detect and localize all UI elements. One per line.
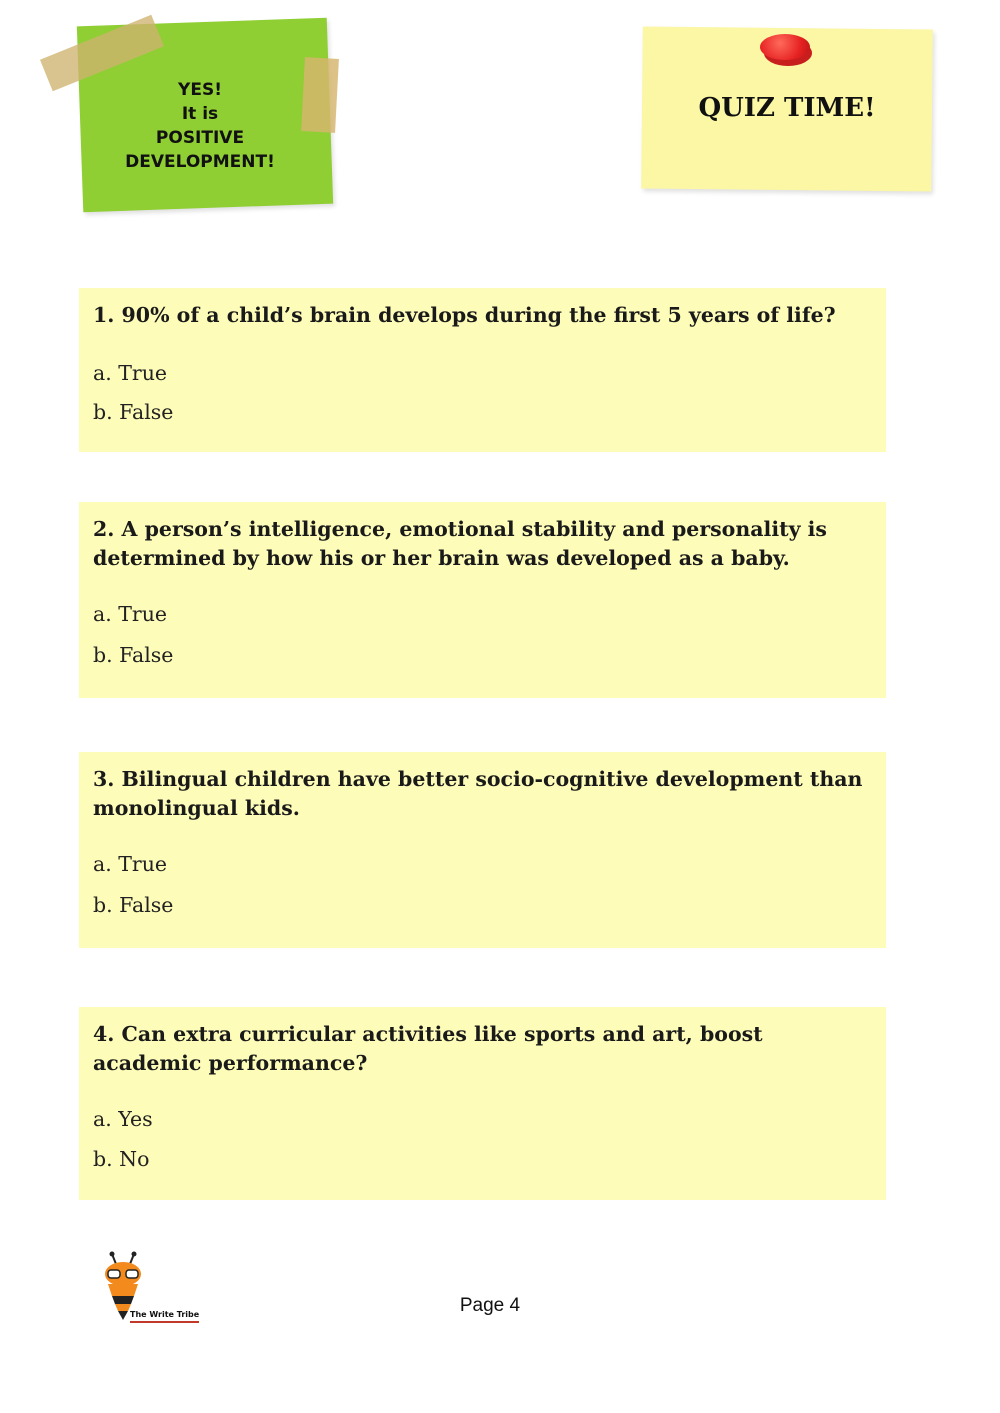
option-a[interactable]: a. True	[93, 361, 168, 385]
question-text: 2. A person’s intelligence, emotional stability and personality is determined by how his or her brain was developed as a baby.	[93, 517, 827, 570]
logo-text: The Write Tribe	[130, 1310, 199, 1323]
option-a[interactable]: a. True	[93, 852, 168, 876]
option-b[interactable]: b. No	[93, 1147, 150, 1171]
option-b[interactable]: b. False	[93, 893, 174, 917]
option-b[interactable]: b. False	[93, 400, 174, 424]
option-a[interactable]: a. True	[93, 602, 168, 626]
quiz-title: QUIZ TIME!	[698, 93, 876, 123]
question-text: 4. Can extra curricular activities like sports and art, boost academic performance?	[93, 1022, 763, 1075]
green-note-text	[82, 78, 318, 174]
write-tribe-logo	[100, 1250, 206, 1328]
question-box-2	[79, 502, 886, 698]
question-text: 1. 90% of a child’s brain develops during the first 5 years of life?	[93, 303, 836, 327]
option-a[interactable]: a. Yes	[93, 1107, 153, 1131]
green-note-line3: POSITIVE DEVELOPMENT!	[125, 128, 275, 172]
question-box-4	[79, 1007, 886, 1200]
question-box-3	[79, 752, 886, 948]
green-note-line1: YES!	[178, 80, 222, 100]
option-b[interactable]: b. False	[93, 643, 174, 667]
page-number: Page 4	[459, 1295, 521, 1316]
green-note-line2: It is	[181, 104, 219, 124]
question-text: 3. Bilingual children have better socio-cognitive development than monolingual kids.	[93, 767, 863, 820]
pushpin-icon	[760, 34, 810, 60]
question-box-1	[79, 288, 886, 452]
